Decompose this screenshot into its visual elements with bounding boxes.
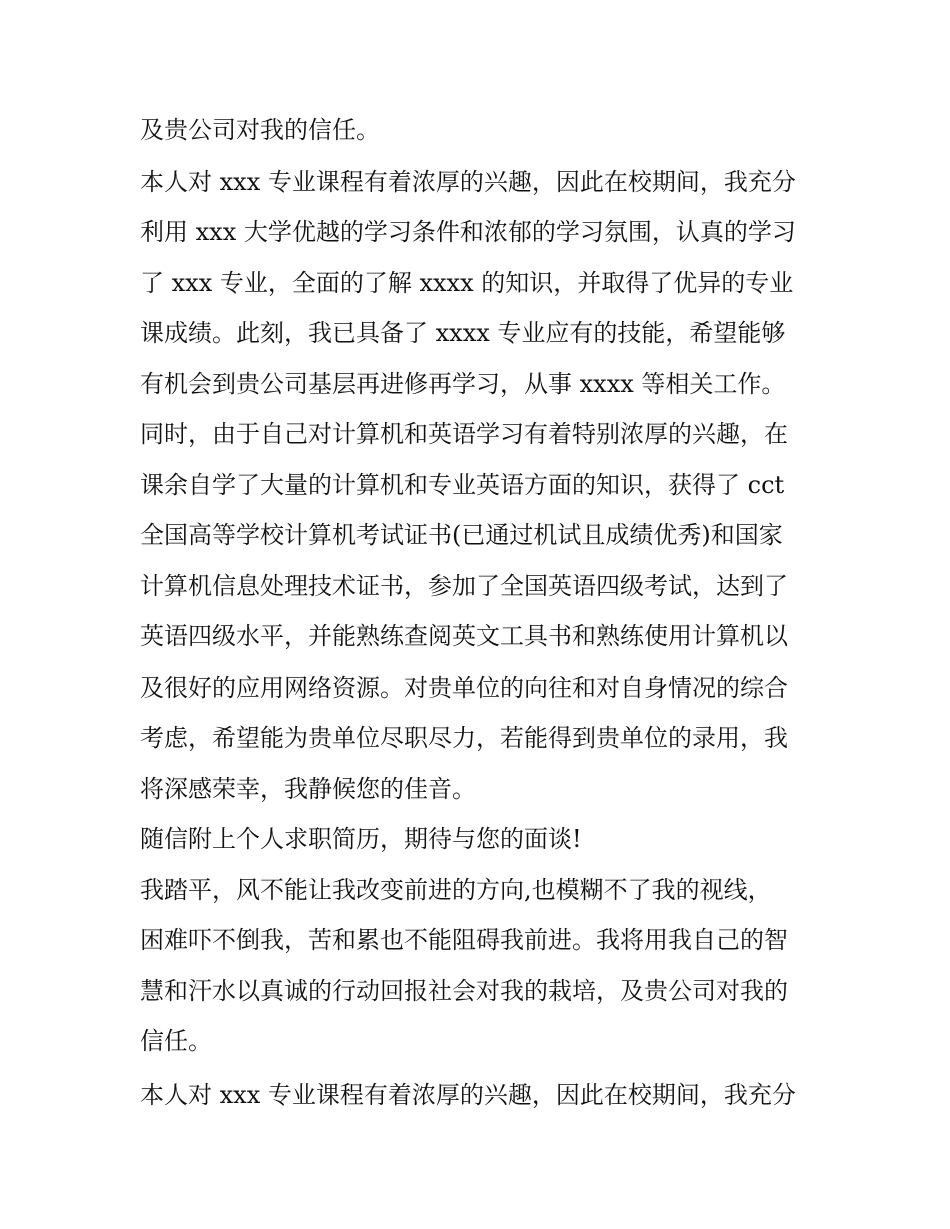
text-line: 课余自学了大量的计算机和专业英语方面的知识，获得了 cct <box>140 471 785 499</box>
text-line: 本人对 xxx 专业课程有着浓厚的兴趣，因此在校期间，我充分 <box>140 1081 796 1109</box>
text-line: 考虑，希望能为贵单位尽职尽力，若能得到贵单位的录用，我 <box>140 724 788 752</box>
text-line: 有机会到贵公司基层再进修再学习，从事 xxxx 等相关工作。 <box>140 370 786 398</box>
text-line: 将深感荣幸，我静候您的佳音。 <box>140 775 476 803</box>
text-line: 同时，由于自己对计算机和英语学习有着特别浓厚的兴趣，在 <box>140 420 788 448</box>
text-line: 及贵公司对我的信任。 <box>140 116 380 144</box>
text-line: 及很好的应用网络资源。对贵单位的向往和对自身情况的综合 <box>140 674 788 702</box>
text-line: 我踏平，风不能让我改变前进的方向,也模糊不了我的视线， <box>140 876 772 904</box>
text-line: 英语四级水平，并能熟练查阅英文工具书和熟练使用计算机以 <box>140 622 788 650</box>
text-line: 信任。 <box>140 1027 212 1055</box>
text-line: 困难吓不倒我，苦和累也不能阻碍我前进。我将用我自己的智 <box>140 926 788 954</box>
text-line: 随信附上个人求职简历，期待与您的面谈! <box>140 825 582 853</box>
text-line: 计算机信息处理技术证书，参加了全国英语四级考试，达到了 <box>140 572 788 600</box>
text-line: 利用 xxx 大学优越的学习条件和浓郁的学习氛围，认真的学习 <box>140 218 796 246</box>
text-line: 全国高等学校计算机考试证书(已通过机试且成绩优秀)和国家 <box>140 521 783 549</box>
text-line: 了 xxx 专业，全面的了解 xxxx 的知识，并取得了优异的专业 <box>140 269 794 297</box>
text-line: 本人对 xxx 专业课程有着浓厚的兴趣，因此在校期间，我充分 <box>140 168 796 196</box>
text-line: 课成绩。此刻，我已具备了 xxxx 专业应有的技能，希望能够 <box>140 319 786 347</box>
text-line: 慧和汗水以真诚的行动回报社会对我的栽培，及贵公司对我的 <box>140 977 788 1005</box>
